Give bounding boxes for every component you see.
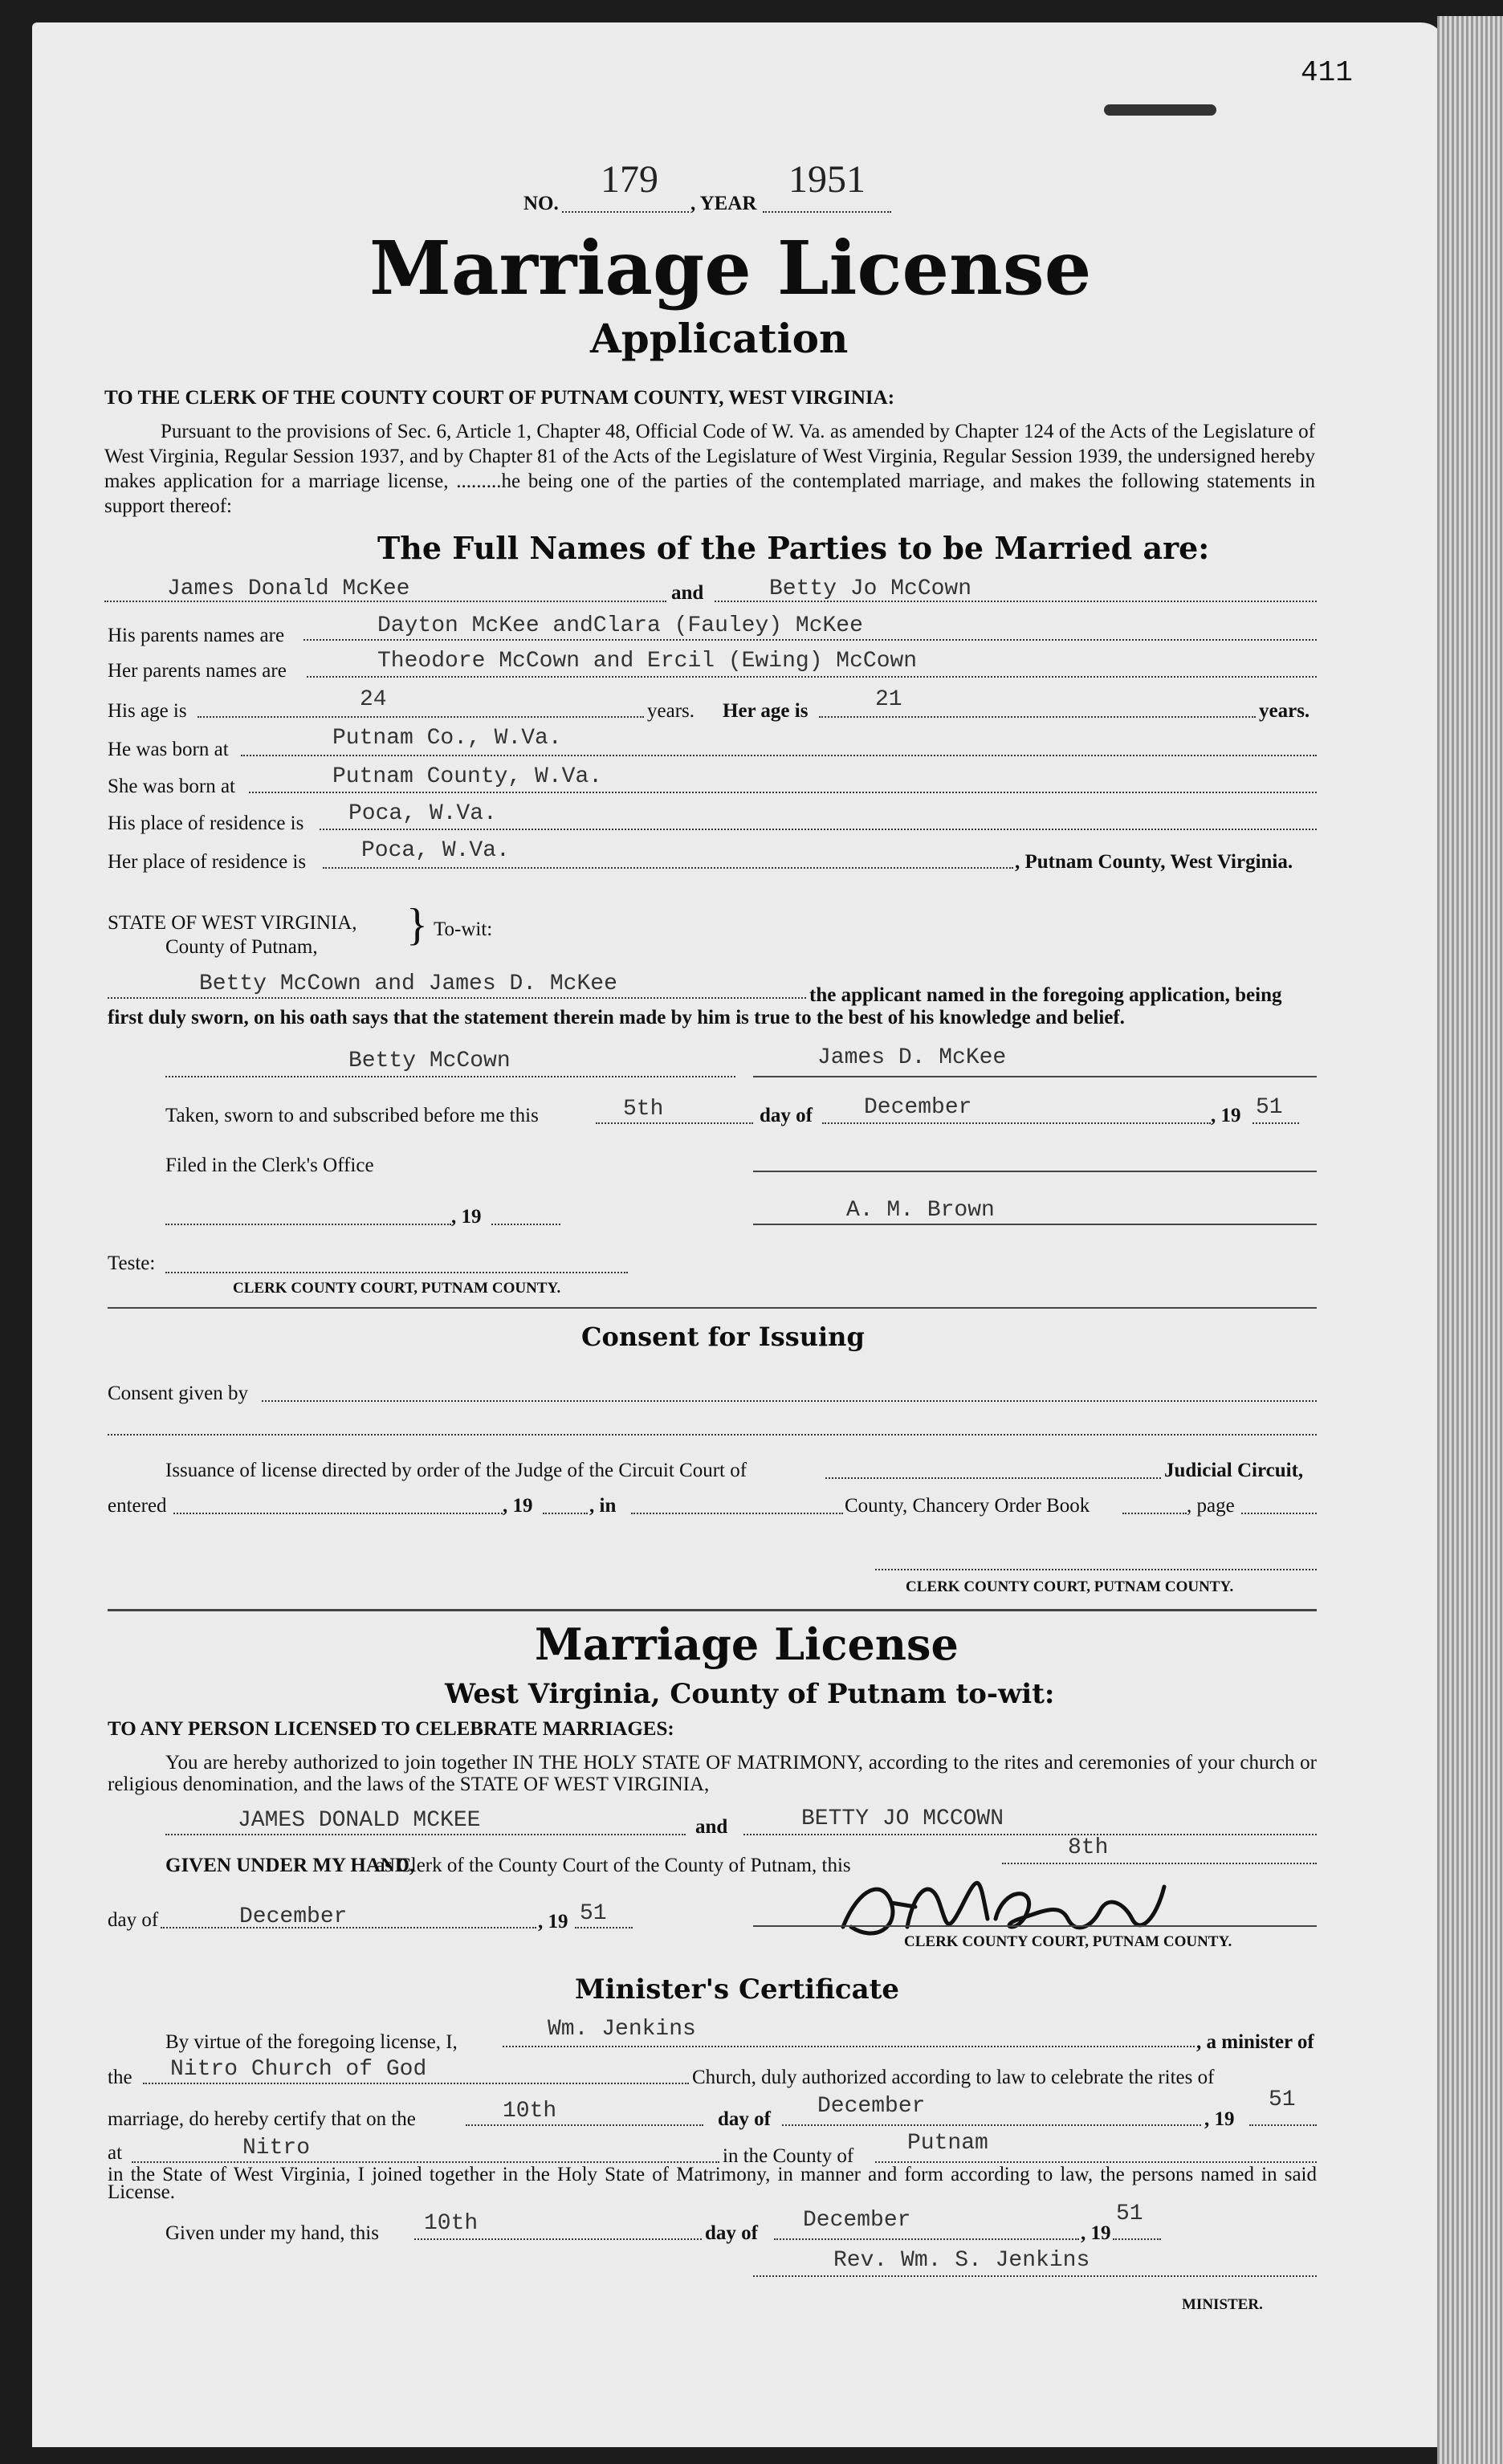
year-underline: [763, 211, 891, 213]
his-residence: Poca, W.Va.: [348, 801, 497, 826]
county-book-label: County, Chancery Order Book: [845, 1495, 1090, 1517]
marriage-year-line: [1249, 2124, 1317, 2126]
marriage-month-line: [782, 2124, 1201, 2126]
clerk-signature-line: [753, 1224, 1317, 1225]
sworn-text: first duly sworn, on his oath says that the statement therein made by him is true to the best of his knowledge and belief.: [108, 1007, 1125, 1028]
groom-line: [104, 601, 666, 602]
page-line: [1241, 1513, 1317, 1514]
minister-given-year-prefix: , 19: [1081, 2222, 1111, 2244]
consent-given-line: [262, 1400, 1317, 1402]
clerk-signature: A. M. Brown: [846, 1198, 995, 1223]
minister-given-day-line: [414, 2238, 702, 2240]
entered-year-line: [543, 1513, 588, 1514]
county-suffix: , Putnam County, West Virginia.: [1015, 851, 1293, 873]
marriage-month: December: [817, 2094, 926, 2119]
license-title: Marriage License: [535, 1619, 959, 1670]
license-year-line: [575, 1927, 633, 1928]
marriage-day-line: [466, 2124, 703, 2126]
years-label: years.: [647, 700, 694, 722]
day-of-label: day of: [760, 1105, 813, 1126]
her-parents: Theodore McCown and Ercil (Ewing) McCown: [377, 649, 918, 674]
filed-right-line: [753, 1171, 1317, 1172]
marriage-county: Putnam: [907, 2131, 988, 2156]
groom-name: James Donald McKee: [167, 576, 410, 601]
page-number: 411: [1301, 56, 1353, 89]
consent-given-label: Consent given by: [108, 1383, 248, 1404]
license-day-of-label: day of: [108, 1909, 159, 1931]
he-born-label: He was born at: [108, 739, 229, 760]
minister-given-month: December: [803, 2208, 911, 2233]
license-groom-line: [165, 1834, 686, 1835]
applicants-line: [108, 997, 806, 999]
she-born-line: [249, 792, 1317, 793]
minister-given-label: Given under my hand, this: [165, 2222, 379, 2244]
license-number: 179: [601, 158, 658, 201]
taken-day: 5th: [623, 1097, 664, 1122]
county-line: [875, 2161, 1317, 2163]
section-divider-2: [108, 1609, 1317, 1611]
in-label: , in: [589, 1495, 617, 1517]
joined-text: in the State of West Virginia, I joined together in the Holy State of Matrimony, in manner and form according to law, the persons named in said License.: [108, 2164, 1317, 2203]
minister-signature-line: [753, 2275, 1317, 2277]
his-age: 24: [360, 687, 387, 712]
consent-signature-line: [875, 1569, 1317, 1570]
consent-heading: Consent for Issuing: [581, 1322, 865, 1352]
given-under-hand-label: GIVEN UNDER MY HAND,: [165, 1855, 415, 1876]
given-day: 8th: [1068, 1835, 1109, 1860]
his-age-label: His age is: [108, 700, 187, 722]
groom-signature: James D. McKee: [817, 1045, 1007, 1070]
taken-year-line: [1252, 1122, 1299, 1124]
her-residence-line: [323, 867, 1013, 869]
license-groom: JAMES DONALD MCKEE: [238, 1808, 481, 1833]
in-line: [631, 1513, 843, 1514]
church-line: [143, 2083, 689, 2084]
license-month: December: [239, 1904, 348, 1929]
a-minister-label: , a minister of: [1196, 2031, 1314, 2053]
license-subtitle: West Virginia, County of Putnam to-wit:: [445, 1678, 1055, 1710]
no-underline: [562, 211, 689, 213]
filed-date-line: [165, 1224, 451, 1225]
license-year: 1951: [788, 158, 866, 201]
her-age: 21: [875, 687, 902, 712]
place-line: [132, 2161, 719, 2163]
license-signature-line: [753, 1925, 1317, 1927]
marriage-day: 10th: [503, 2099, 557, 2124]
issuance-label: Issuance of license directed by order of the Judge of the Circuit Court of: [165, 1460, 747, 1481]
taken-year: 51: [1256, 1095, 1283, 1120]
filed-year-prefix: , 19: [451, 1206, 482, 1228]
bride-signature-line: [165, 1076, 735, 1077]
year-label: , YEAR: [690, 193, 757, 214]
she-born: Putnam County, W.Va.: [332, 764, 603, 789]
consent-line-2: [108, 1434, 1317, 1436]
certify-label: marriage, do hereby certify that on the: [108, 2108, 416, 2130]
minister-name: Wm. Jenkins: [548, 2017, 696, 2042]
license-year: 51: [580, 1901, 607, 1926]
and-label: and: [671, 582, 704, 604]
entered-label: entered: [108, 1495, 167, 1517]
entered-line: [173, 1513, 503, 1514]
license-month-line: [161, 1927, 536, 1928]
groom-signature-line: [753, 1076, 1317, 1077]
taken-label: Taken, sworn to and subscribed before me this: [165, 1105, 539, 1126]
license-year-prefix: , 19: [538, 1911, 568, 1933]
addressee: TO THE CLERK OF THE COUNTY COURT OF PUTNAM COUNTY, WEST VIRGINIA:: [104, 387, 895, 409]
section-divider-1: [108, 1307, 1317, 1309]
clerk-handwritten-signature: [827, 1871, 1172, 1943]
marriage-year-prefix: , 19: [1204, 2108, 1235, 2130]
taken-month-line: [822, 1122, 1211, 1124]
at-label: at: [108, 2142, 123, 2164]
to-wit-label: To-wit:: [434, 918, 493, 940]
her-age-line: [819, 716, 1256, 718]
church-text: Church, duly authorized according to law to celebrate the rites of: [692, 2067, 1215, 2088]
application-subtitle: Application: [590, 315, 849, 362]
bride-signature: Betty McCown: [348, 1049, 511, 1073]
minister-signature: Rev. Wm. S. Jenkins: [833, 2248, 1090, 2273]
his-residence-line: [320, 829, 1317, 830]
clerk-caption-3: CLERK COUNTY COURT, PUTNAM COUNTY.: [904, 1933, 1232, 1950]
she-born-label: She was born at: [108, 776, 235, 797]
clerk-caption-2: CLERK COUNTY COURT, PUTNAM COUNTY.: [906, 1578, 1234, 1595]
years-label-2: years.: [1259, 700, 1310, 722]
taken-day-line: [596, 1122, 753, 1124]
his-parents-line: [303, 639, 1317, 641]
license-bride-line: [743, 1834, 1317, 1835]
church-name: Nitro Church of God: [170, 2057, 427, 2082]
minister-heading: Minister's Certificate: [575, 1973, 899, 2006]
taken-year-prefix: , 19: [1211, 1105, 1241, 1126]
taken-month: December: [864, 1095, 972, 1120]
license-body: You are hereby authorized to join together IN THE HOLY STATE OF MATRIMONY, according to the rites and ceremonies of your church or religious denomination, and the laws of the STATE OF WEST VIRGINIA,: [108, 1752, 1317, 1795]
minister-given-month-line: [774, 2238, 1079, 2240]
applicants: Betty McCown and James D. McKee: [199, 971, 617, 996]
her-parents-label: Her parents names are: [108, 660, 287, 682]
state-label: STATE OF WEST VIRGINIA,: [108, 912, 357, 934]
her-parents-line: [307, 676, 1317, 678]
the-label: the: [108, 2067, 132, 2088]
marriage-place: Nitro: [242, 2136, 311, 2161]
bride-name: Betty Jo McCown: [769, 576, 972, 601]
marriage-year: 51: [1269, 2087, 1296, 2112]
teste-label: Teste:: [108, 1252, 156, 1274]
license-and-label: and: [695, 1816, 728, 1838]
his-parents: Dayton McKee andClara (Fauley) McKee: [377, 613, 863, 638]
printer-mark: [1104, 104, 1216, 116]
page-label: , page: [1187, 1495, 1235, 1517]
filed-label: Filed in the Clerk's Office: [165, 1155, 374, 1176]
virtue-label: By virtue of the foregoing license, I,: [165, 2031, 458, 2053]
judicial-circuit-label: Judicial Circuit,: [1164, 1460, 1304, 1481]
minister-given-year: 51: [1116, 2201, 1143, 2226]
no-label: NO.: [523, 193, 559, 214]
his-age-line: [198, 716, 644, 718]
brace: }: [406, 900, 428, 950]
application-title: Marriage License: [369, 225, 1092, 312]
her-residence-label: Her place of residence is: [108, 851, 307, 873]
his-residence-label: His place of residence is: [108, 813, 304, 834]
entered-nineteen: , 19: [503, 1495, 533, 1517]
his-parents-label: His parents names are: [108, 625, 285, 646]
clerk-caption-1: CLERK COUNTY COURT, PUTNAM COUNTY.: [233, 1280, 561, 1297]
minister-given-year-line: [1113, 2238, 1161, 2240]
marriage-day-of-label: day of: [718, 2108, 771, 2130]
minister-caption: MINISTER.: [1182, 2296, 1263, 2313]
he-born: Putnam Co., W.Va.: [332, 726, 562, 751]
given-text: as Clerk of the County Court of the County of Putnam, this: [376, 1855, 851, 1876]
parties-heading: The Full Names of the Parties to be Married are:: [377, 530, 1210, 566]
applicant-text: the applicant named in the foregoing application, being: [809, 984, 1282, 1006]
her-residence: Poca, W.Va.: [361, 838, 510, 863]
filed-year-line: [491, 1224, 560, 1225]
he-born-line: [241, 755, 1317, 756]
preamble: Pursuant to the provisions of Sec. 6, Article 1, Chapter 48, Official Code of W. Va. as amended by Chapter 124 of the Acts of the Legislature of West Virginia, Regular Session 1937, and by Chapter 81 of the Acts of the Legislature of West Virginia, Regular Session 1939, the undersigned hereby makes application for a marriage license, .........he being one of the parties of the contemplated marriage, and makes the following statements in support thereof:: [104, 421, 1315, 517]
to-any-label: TO ANY PERSON LICENSED TO CELEBRATE MARRIAGES:: [108, 1718, 674, 1740]
teste-line: [165, 1272, 628, 1273]
book-line: [1122, 1513, 1187, 1514]
given-day-line: [1002, 1863, 1317, 1864]
minister-given-day: 10th: [424, 2211, 479, 2236]
county-label: County of Putnam,: [165, 936, 318, 958]
her-age-label: Her age is: [723, 700, 809, 722]
bride-line: [715, 601, 1317, 602]
county-of-label: in the County of: [723, 2145, 854, 2167]
minister-given-day-of-label: day of: [705, 2222, 758, 2244]
minister-name-line: [503, 2046, 1195, 2047]
circuit-line: [825, 1477, 1161, 1479]
license-bride: BETTY JO MCCOWN: [801, 1806, 1004, 1831]
book-page-edges: [1437, 16, 1503, 2464]
